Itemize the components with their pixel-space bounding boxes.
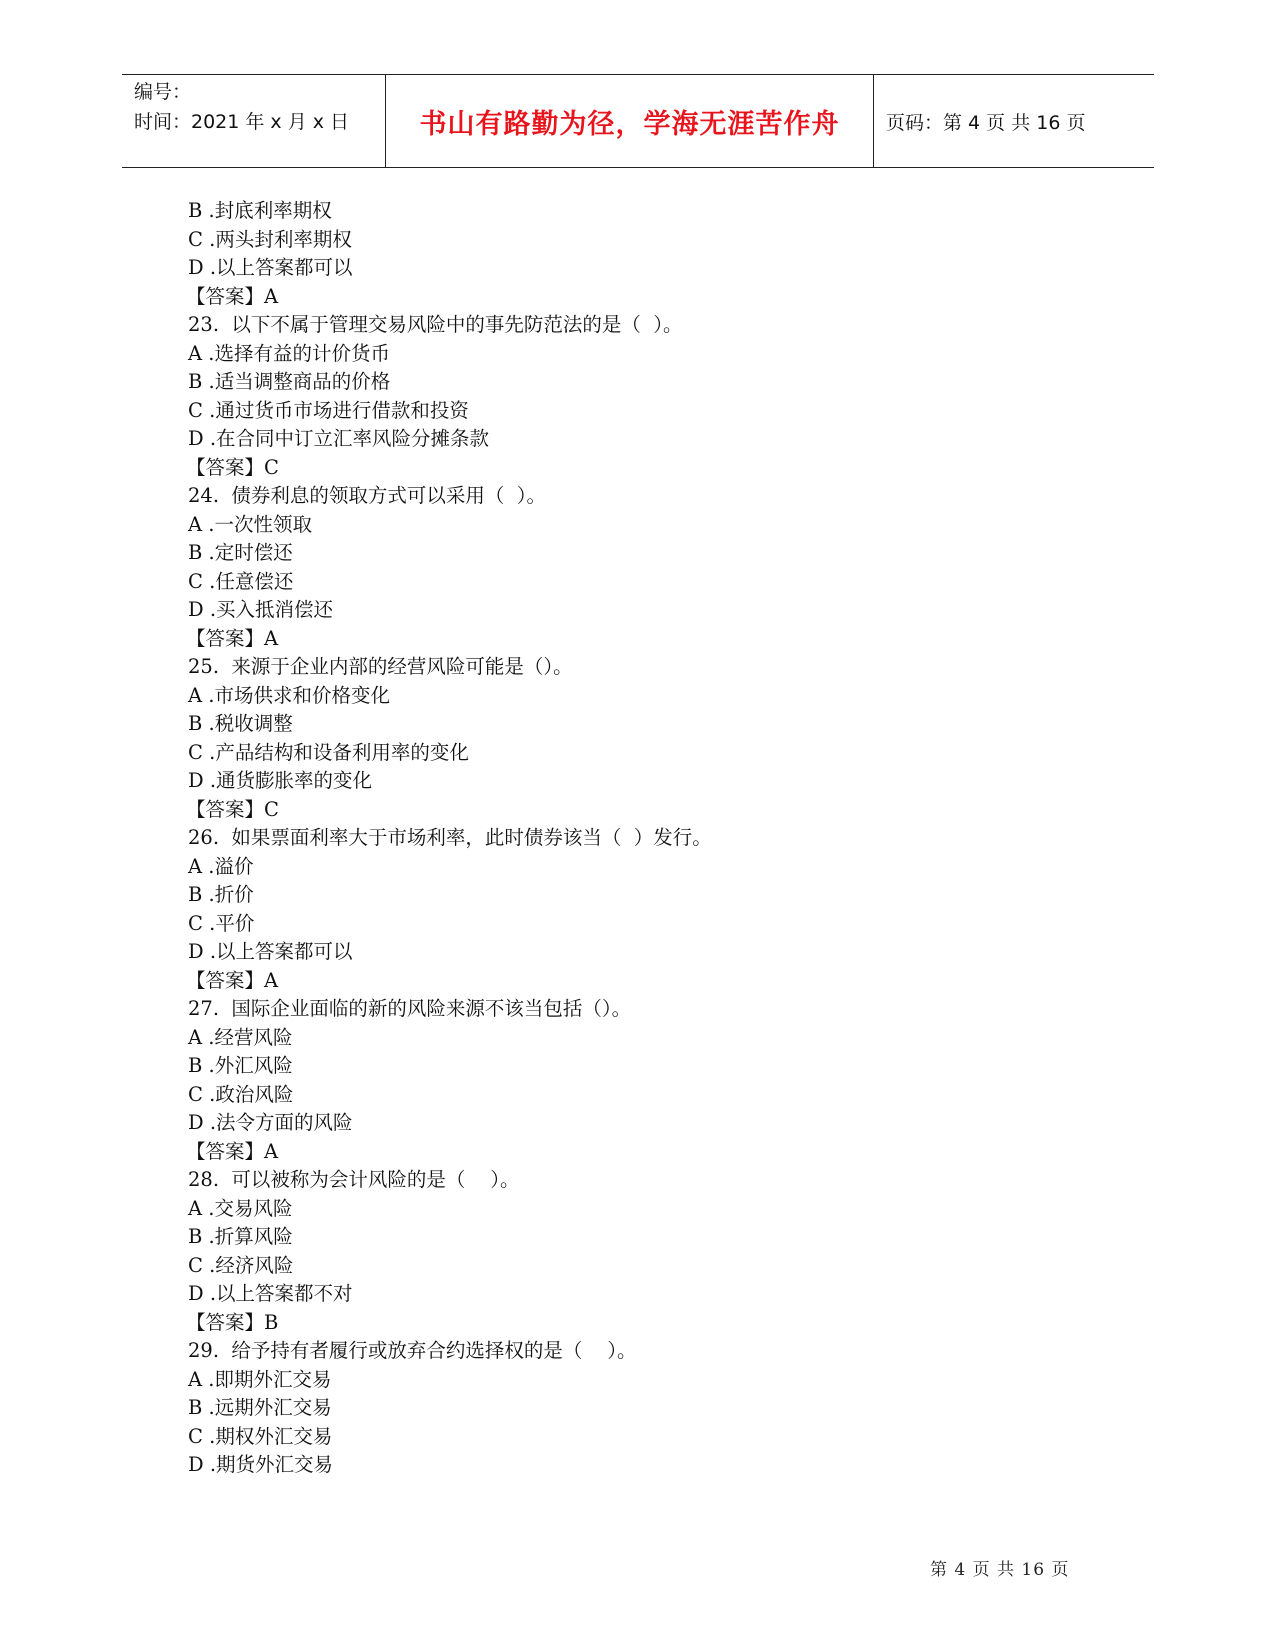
answer-line: 【答案】C xyxy=(186,797,279,821)
option-line: A .溢价 xyxy=(188,854,254,878)
option-line: B .折算风险 xyxy=(188,1225,293,1248)
option-line: D .以上答案都可以 xyxy=(188,940,353,963)
answer-line: 【答案】A xyxy=(186,626,279,650)
option-line: D .期货外汇交易 xyxy=(188,1453,334,1476)
option-line: C .通过货币市场进行借款和投资 xyxy=(188,398,469,422)
option-line: C .期权外汇交易 xyxy=(188,1424,333,1448)
question-line: 25. 来源于企业内部的经营风险可能是（）。 xyxy=(188,655,573,678)
option-line: A .即期外汇交易 xyxy=(188,1367,332,1391)
question-line: 26. 如果票面利率大于市场利率，此时债券该当（ ）发行。 xyxy=(188,826,712,849)
header-meta xyxy=(122,75,386,167)
option-line: C .经济风险 xyxy=(188,1253,294,1277)
option-line: C .任意偿还 xyxy=(188,569,294,593)
motto-text: 书山有路勤为径，学海无涯苦作舟 xyxy=(419,108,840,140)
option-line: A .市场供求和价格变化 xyxy=(188,683,390,707)
answer-line: 【答案】A xyxy=(186,284,279,308)
page-number-label: 页码：第 4 页 共 16 页 xyxy=(886,111,1086,134)
option-line: C .平价 xyxy=(188,911,255,935)
option-line: B .封底利率期权 xyxy=(188,199,332,222)
document-body xyxy=(188,197,1138,1480)
option-line: B .定时偿还 xyxy=(188,541,293,564)
document-number-label: 编号： xyxy=(134,81,192,103)
header-page-info xyxy=(874,75,1154,167)
option-line: B .外汇风险 xyxy=(188,1054,293,1077)
option-line: D .法令方面的风险 xyxy=(188,1111,353,1134)
option-line: C .两头封利率期权 xyxy=(188,227,352,251)
option-line: A .交易风险 xyxy=(188,1196,293,1220)
option-line: A .选择有益的计价货币 xyxy=(188,341,390,365)
page-footer: 第 4 页 共 16 页 xyxy=(930,1560,1070,1580)
option-line: C .产品结构和设备利用率的变化 xyxy=(188,740,469,764)
question-line: 23. 以下不属于管理交易风险中的事先防范法的是（ ）。 xyxy=(188,313,683,336)
option-line: A .一次性领取 xyxy=(188,512,312,536)
question-line: 28. 可以被称为会计风险的是（ ）。 xyxy=(188,1168,520,1191)
question-line: 29. 给予持有者履行或放弃合约选择权的是（ ）。 xyxy=(188,1339,637,1362)
answer-line: 【答案】A xyxy=(186,968,279,992)
answer-line: 【答案】B xyxy=(186,1310,279,1334)
option-line: D .以上答案都不对 xyxy=(188,1282,353,1305)
question-line: 27. 国际企业面临的新的风险来源不该当包括（）。 xyxy=(188,997,632,1020)
option-line: D .以上答案都可以 xyxy=(188,256,353,279)
question-line: 24. 债券利息的领取方式可以采用（ ）。 xyxy=(188,484,547,507)
answer-line: 【答案】A xyxy=(186,1139,279,1163)
option-line: C .政治风险 xyxy=(188,1082,294,1106)
document-time-label: 时间：2021 年 x 月 x 日 xyxy=(134,111,350,133)
option-line: B .税收调整 xyxy=(188,712,293,735)
page-header xyxy=(122,74,1154,168)
option-line: D .通货膨胀率的变化 xyxy=(188,769,373,792)
answer-line: 【答案】C xyxy=(186,455,279,479)
option-line: B .远期外汇交易 xyxy=(188,1396,332,1419)
option-line: D .买入抵消偿还 xyxy=(188,598,334,621)
option-line: D .在合同中订立汇率风险分摊条款 xyxy=(188,427,490,450)
header-motto xyxy=(386,75,874,167)
option-line: B .适当调整商品的价格 xyxy=(188,370,391,393)
option-line: A .经营风险 xyxy=(188,1025,293,1049)
option-line: B .折价 xyxy=(188,883,254,906)
